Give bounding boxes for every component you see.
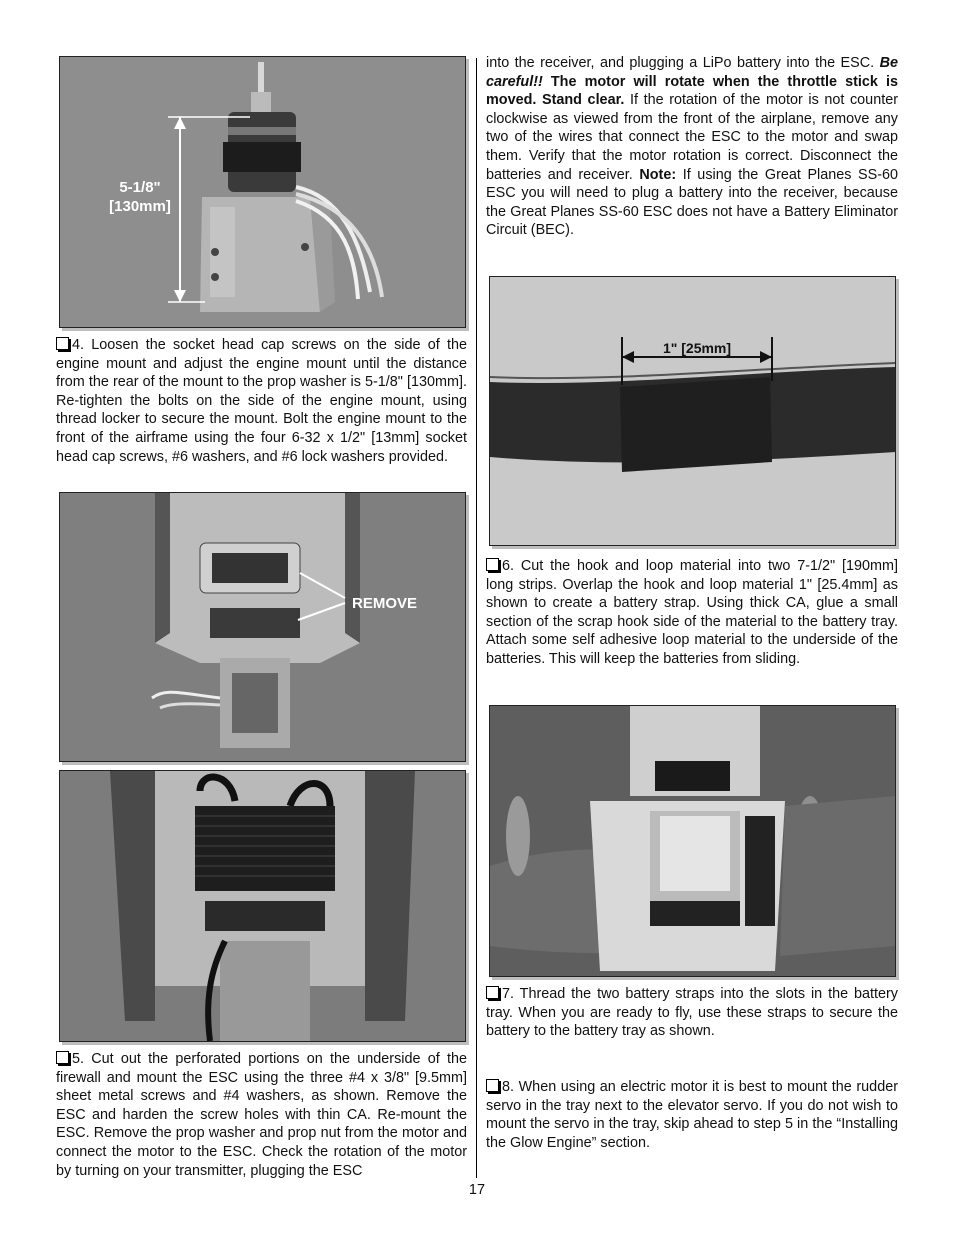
remove-callout: REMOVE bbox=[352, 595, 418, 612]
page-number: 17 bbox=[468, 1182, 486, 1198]
column-divider bbox=[476, 58, 477, 1178]
checkbox-icon[interactable] bbox=[56, 1051, 69, 1064]
step-7-paragraph bbox=[486, 985, 898, 1041]
step-5-cont-text-b: If the rotation of the motor is not counter clockwise as viewed from the front of the airplane, remove any two of the wires that connect the ESC to the motor and swap them. Verify that the motor rotation is correct. Disconnect the batteries and receiver. bbox=[486, 92, 898, 183]
step-4-text: 4. Loosen the socket head cap screws on the side of the engine mount and adjust the engine mount until the distance from the rear of the mount to the prop washer is 5-1/8" [130mm]. Re-tighten the bolts on the side of the engine mount, using thread locker to secure the mount. Bolt the engine mount to the front of the airframe using the four 6-32 x 1/2" [13mm] socket head cap screws, #6 washers, and #6 lock washers provided. bbox=[56, 337, 467, 465]
checkbox-icon[interactable] bbox=[486, 986, 499, 999]
step-5-paragraph bbox=[56, 1050, 467, 1180]
step-8-text: 8. When using an electric motor it is best to mount the rudder servo in the tray next to the elevator servo. If you do not wish to mount the servo in the tray, skip ahead to step 5 in the “Installing the Glow Engine” section. bbox=[486, 1079, 898, 1151]
photo-hook-loop-strap bbox=[489, 276, 896, 546]
step-4-paragraph bbox=[56, 336, 467, 466]
checkbox-icon[interactable] bbox=[486, 558, 499, 571]
step-6-text: 6. Cut the hook and loop material into two 7-1/2" [190mm] long strips. Overlap the hook and loop material 1" [25.4mm] as shown to create a battery strap. Using thick CA, glue a small section of the scrap hook side of the material to the battery tray. Attach some self adhesive loop material to the underside of the batteries. This will keep the batteries from sliding. bbox=[486, 558, 898, 667]
checkbox-icon[interactable] bbox=[56, 337, 69, 350]
step-5-cont-text-a: into the receiver, and plugging a LiPo battery into the ESC. bbox=[486, 55, 875, 71]
step-6-paragraph bbox=[486, 557, 898, 669]
dimension-label-line1: 5-1/8" bbox=[119, 179, 161, 196]
step-5-cont-text-c: If using the Great Planes SS-60 ESC you will need to plug a battery into the receiver, because the Great Planes SS-60 ESC does not have a Battery Eliminator Circuit (BEC). bbox=[486, 166, 899, 239]
step-7-text: 7. Thread the two battery straps into the slots in the battery tray. When you are ready to fly, use these straps to secure the battery to the battery tray as shown. bbox=[486, 986, 898, 1040]
photo-firewall-remove bbox=[59, 492, 466, 762]
warning-text: The motor will rotate when the throttle stick is moved. Stand clear. bbox=[486, 73, 898, 109]
step-8-paragraph bbox=[486, 1078, 898, 1152]
checkbox-icon[interactable] bbox=[486, 1079, 499, 1092]
photo-battery-tray bbox=[489, 705, 896, 977]
strap-dimension-label: 1" [25mm] bbox=[662, 340, 732, 356]
step-5-text: 5. Cut out the perforated portions on the underside of the firewall and mount the ESC using the three #4 x 3/8" [9.5mm] sheet metal screws and #4 washers, as shown. Remove the ESC and harden the screw holes with thin CA. Re-mount the ESC. Remove the prop washer and prop nut from the motor and connect the motor to the ESC. Check the rotation of the motor by turning on your transmitter, plugging the ESC bbox=[56, 1051, 467, 1179]
be-careful-text: Be careful!! bbox=[486, 55, 898, 90]
dimension-label-line2: [130mm] bbox=[109, 198, 171, 215]
step-5-continued-paragraph bbox=[486, 54, 898, 240]
note-label: Note: bbox=[639, 166, 677, 183]
photo-motor-mount bbox=[59, 56, 466, 328]
photo-esc-mounted bbox=[59, 770, 466, 1042]
